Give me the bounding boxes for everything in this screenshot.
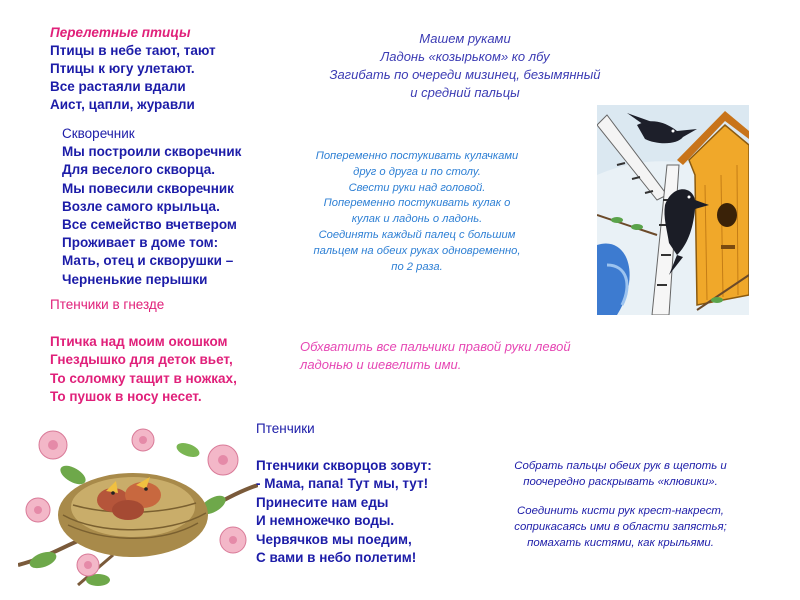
poem-line: Мы повесили скворечник bbox=[62, 180, 234, 196]
poem-title: Птенчики bbox=[256, 421, 315, 436]
poem-line: То соломку тащит в ножках, bbox=[50, 370, 237, 386]
instruction-chicks-in-nest bbox=[300, 338, 571, 374]
poem-line: Возле самого крыльца. bbox=[62, 198, 220, 214]
instruction-line: Загибать по очереди мизинец, безымянный bbox=[329, 67, 601, 82]
poem-line: Птенчики скворцов зовут: bbox=[256, 457, 432, 473]
instruction-line: по 2 раза. bbox=[391, 260, 443, 273]
poem-line: И немножечко воды. bbox=[256, 513, 395, 528]
instruction-line: Ладонь «козырьком» ко лбу bbox=[380, 49, 550, 64]
instruction-line: поочередно раскрывать «клювики». bbox=[523, 476, 718, 488]
instruction-line: помахать кистями, как крыльями. bbox=[527, 537, 714, 549]
poem-title: Перелетные птицы bbox=[50, 25, 191, 40]
poem-birdhouse bbox=[62, 125, 241, 289]
poem-line: Черненькие перышки bbox=[62, 271, 208, 287]
poem-line: Мать, отец и скворушки – bbox=[62, 253, 234, 269]
birdhouse-illustration bbox=[597, 105, 749, 315]
instruction-line: ладонью и шевелить ими. bbox=[300, 357, 462, 372]
poem-line: Для веселого скворца. bbox=[62, 162, 215, 178]
instruction-line: Машем руками bbox=[419, 31, 511, 46]
spacer bbox=[488, 490, 753, 503]
poem-line: Принесите нам еды bbox=[256, 494, 389, 510]
poem-line: То пушок в носу несет. bbox=[50, 389, 202, 404]
poem-line: С вами в небо полетим! bbox=[256, 550, 417, 565]
poem-line: Птицы в небе тают, тают bbox=[50, 43, 216, 58]
poem-line: Гнездышко для деток вьет, bbox=[50, 352, 233, 367]
instruction-line: Попеременно постукивать кулачками bbox=[315, 150, 519, 162]
nest-illustration bbox=[18, 415, 258, 595]
instruction-line: Соединять каждый палец с большим bbox=[318, 228, 516, 241]
spacer bbox=[256, 439, 432, 457]
instruction-line: Попеременно постукивать кулак о bbox=[323, 197, 511, 210]
poem-line: Червячков мы поедим, bbox=[256, 531, 412, 547]
poem-chicks-in-nest bbox=[50, 296, 237, 407]
poem-title: Птенчики в гнезде bbox=[50, 297, 165, 312]
poem-line: Мы построили скворечник bbox=[62, 144, 242, 160]
instruction-line: Свести руки над головой. bbox=[348, 181, 486, 194]
poem-migratory-birds bbox=[50, 24, 216, 114]
poem-title: Скворечник bbox=[62, 126, 135, 141]
instruction-line: и средний пальцы bbox=[410, 85, 520, 100]
poem-line: Аист, цапли, журавли bbox=[50, 97, 195, 112]
poem-line: Все растаяли вдали bbox=[50, 79, 186, 94]
poem-line: - Мама, папа! Тут мы, тут! bbox=[256, 476, 429, 491]
instruction-migratory-birds bbox=[290, 30, 640, 102]
instruction-chicks bbox=[488, 458, 753, 551]
instruction-line: кулак и ладонь о ладонь. bbox=[351, 213, 483, 226]
poem-line: Птицы к югу улетают. bbox=[50, 61, 195, 76]
instruction-line: соприкасаясь ими в области запястья; bbox=[514, 521, 727, 533]
instruction-line: пальцем на обеих руках одновременно, bbox=[313, 244, 521, 257]
instruction-birdhouse bbox=[286, 149, 548, 275]
instruction-line: Обхватить все пальчики правой руки левой bbox=[300, 339, 571, 354]
poem-chicks bbox=[256, 420, 432, 568]
instruction-line: Соединить кисти рук крест-накрест, bbox=[517, 505, 724, 517]
instruction-line: друг о друга и по столу. bbox=[353, 165, 481, 178]
poem-line: Проживает в доме том: bbox=[62, 235, 219, 251]
poem-line: Все семейство вчетвером bbox=[62, 217, 237, 233]
instruction-line: Собрать пальцы обеих рук в щепоть и bbox=[514, 460, 727, 472]
poem-line: Птичка над моим окошком bbox=[50, 333, 228, 349]
spacer bbox=[50, 315, 237, 333]
